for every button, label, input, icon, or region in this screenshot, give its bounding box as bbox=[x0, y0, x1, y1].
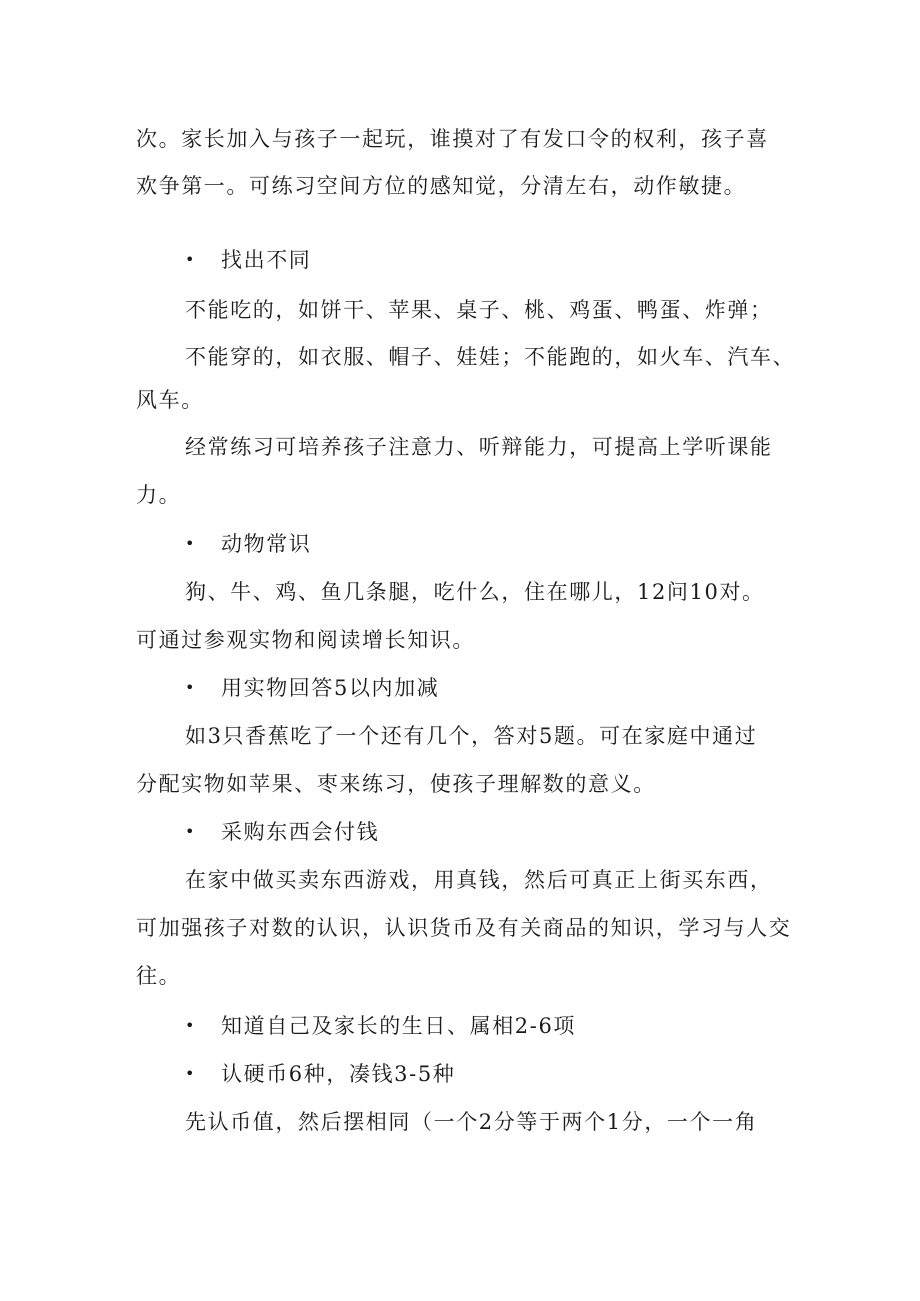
bullet-icon: • bbox=[185, 822, 195, 841]
paragraph-line: 风车。 bbox=[136, 388, 204, 412]
bullet-icon: • bbox=[185, 1016, 195, 1035]
bullet-item-find-difference: 找出不同 bbox=[221, 248, 312, 272]
paragraph-line: 不能吃的，如饼干、苹果、桌子、桃、鸡蛋、鸭蛋、炸弹； bbox=[185, 298, 773, 322]
paragraph-line: 先认币值，然后摆相同（一个2分等于两个1分，一个一角 bbox=[185, 1110, 758, 1134]
bullet-icon: • bbox=[185, 678, 195, 697]
paragraph-line: 可加强孩子对数的认识，认识货币及有关商品的知识，学习与人交 bbox=[136, 916, 792, 940]
bullet-icon: • bbox=[185, 250, 195, 269]
bullet-item-animal-knowledge: 动物常识 bbox=[221, 532, 312, 556]
paragraph-line: 不能穿的，如衣服、帽子、娃娃；不能跑的，如火车、汽车、 bbox=[185, 345, 796, 369]
paragraph-line: 在家中做买卖东西游戏，用真钱，然后可真正上街买东西， bbox=[185, 868, 773, 892]
bullet-item-birthdays: 知道自己及家长的生日、属相2-6项 bbox=[221, 1014, 577, 1038]
paragraph-line: 往。 bbox=[136, 964, 182, 988]
paragraph-line: 力。 bbox=[136, 483, 182, 507]
paragraph-line: 如3只香蕉吃了一个还有几个，答对5题。可在家庭中通过 bbox=[185, 724, 758, 748]
paragraph-line: 次。家长加入与孩子一起玩，谁摸对了有发口令的权利，孩子喜 bbox=[136, 127, 769, 151]
bullet-item-coins: 认硬币6种，凑钱3-5种 bbox=[221, 1062, 456, 1086]
paragraph-line: 经常练习可培养孩子注意力、听辩能力，可提高上学听课能 bbox=[185, 435, 773, 459]
paragraph-line: 欢争第一。可练习空间方位的感知觉，分清左右，动作敏捷。 bbox=[136, 174, 747, 198]
paragraph-line: 狗、牛、鸡、鱼几条腿，吃什么，住在哪儿，12问10对。 bbox=[185, 580, 765, 604]
paragraph-line: 可通过参观实物和阅读增长知识。 bbox=[136, 628, 475, 652]
bullet-item-shopping-pay: 采购东西会付钱 bbox=[221, 820, 380, 844]
bullet-item-addition-subtraction: 用实物回答5以内加减 bbox=[221, 676, 440, 700]
bullet-icon: • bbox=[185, 534, 195, 553]
paragraph-line: 分配实物如苹果、枣来练习，使孩子理解数的意义。 bbox=[136, 772, 656, 796]
bullet-icon: • bbox=[185, 1064, 195, 1083]
